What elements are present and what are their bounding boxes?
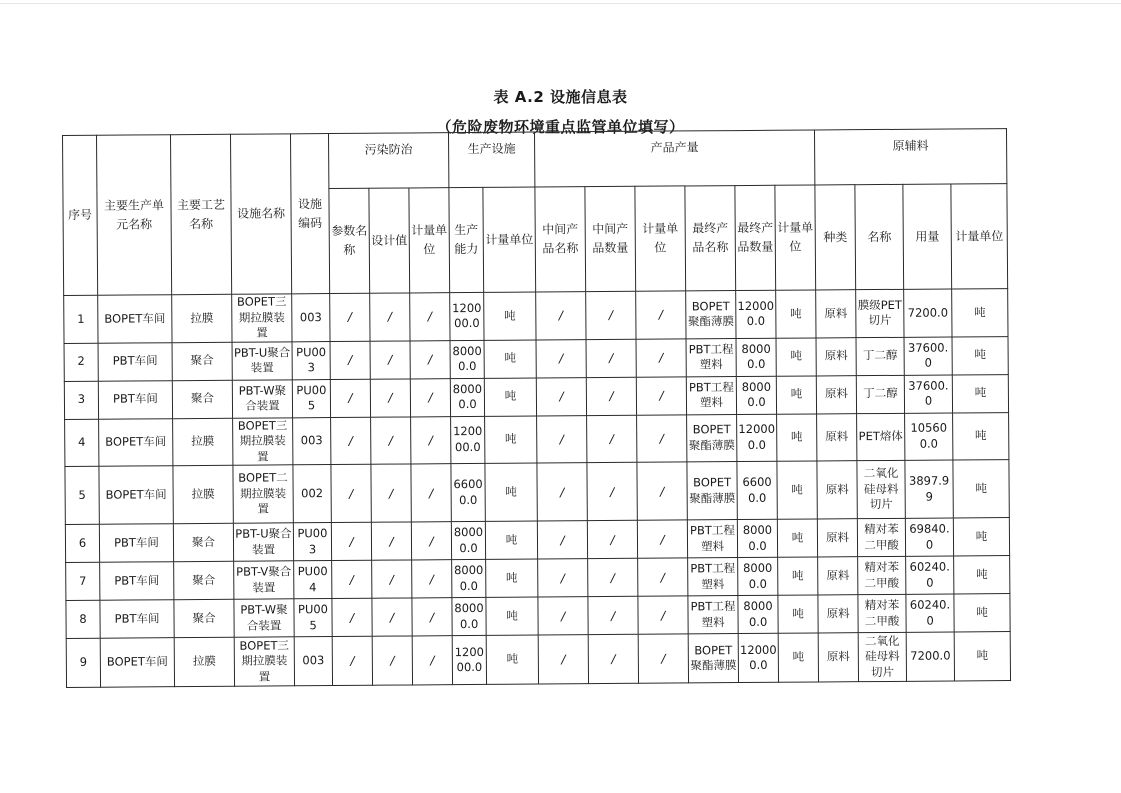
cell-final-qty: 120000.0 — [737, 414, 777, 462]
cell-kind: 原料 — [816, 375, 856, 413]
cell-final-qty: 66000.0 — [737, 461, 777, 519]
cell-inter-unit: / — [638, 596, 688, 634]
cell-usage: 7200.0 — [904, 289, 952, 337]
cell-final-unit: 吨 — [777, 414, 817, 462]
cell-inter-name: / — [537, 415, 587, 463]
cell-inter-name: / — [537, 463, 587, 521]
cell-mat-name: 精对苯二甲酸 — [858, 594, 906, 632]
cell-inter-qty: / — [587, 415, 637, 463]
table-row — [66, 632, 1010, 688]
cell-cap-unit: 吨 — [486, 635, 538, 684]
cell-final-name: PBT工程塑料 — [686, 338, 736, 376]
cell-param: / — [331, 464, 371, 522]
cell-cap-unit: 吨 — [485, 416, 537, 464]
cell-capacity: 120000.0 — [450, 292, 484, 340]
cell-cap-unit: 吨 — [485, 463, 537, 521]
cell-unit: PBT车间 — [99, 524, 173, 563]
document-subtitle: （危险废物环境重点监管单位填写） — [436, 118, 685, 136]
header-final-unit: 计量单位 — [775, 185, 816, 290]
cell-cap-unit: 吨 — [486, 597, 538, 635]
cell-param: / — [332, 560, 372, 598]
header-inter-name: 中间产品名称 — [535, 187, 586, 292]
cell-kind: 原料 — [816, 337, 856, 375]
cell-mat-name: 二氧化硅母料切片 — [858, 632, 906, 681]
header-code: 设施编码 — [290, 134, 329, 294]
cell-inter-name: / — [537, 521, 587, 559]
cell-kind: 原料 — [818, 633, 858, 682]
table-row — [65, 460, 1009, 525]
cell-final-unit: 吨 — [776, 290, 816, 338]
cell-param: / — [332, 636, 372, 685]
cell-process: 聚合 — [172, 380, 232, 418]
cell-usage: 60240.0 — [906, 556, 954, 594]
cell-final-qty: 80000.0 — [736, 376, 776, 414]
cell-poll-unit: / — [410, 340, 450, 378]
cell-usage: 105600.0 — [905, 413, 953, 461]
cell-final-unit: 吨 — [777, 461, 817, 519]
cell-inter-qty: / — [586, 339, 636, 377]
cell-usage: 7200.0 — [906, 632, 954, 681]
cell-final-qty: 80000.0 — [738, 595, 778, 633]
cell-cap-unit: 吨 — [486, 559, 538, 597]
header-kind: 种类 — [815, 185, 856, 290]
cell-cap-unit: 吨 — [484, 340, 536, 378]
cell-design: / — [372, 636, 412, 685]
cell-capacity: 80000.0 — [450, 340, 484, 378]
cell-facility: BOPET三期拉膜装置 — [234, 637, 294, 686]
cell-param: / — [330, 341, 370, 379]
cell-seq: 7 — [66, 562, 100, 600]
cell-usage: 37600.0 — [904, 375, 952, 413]
cell-inter-name: / — [538, 635, 588, 684]
cell-capacity: 80000.0 — [452, 559, 486, 597]
cell-capacity: 120000.0 — [451, 416, 485, 464]
header-mat-unit: 计量单位 — [951, 184, 1008, 289]
cell-kind: 原料 — [817, 519, 857, 557]
header-param: 参数名称 — [329, 188, 370, 293]
header-inter-qty: 中间产品数量 — [585, 186, 636, 291]
cell-seq: 4 — [65, 419, 99, 467]
cell-kind: 原料 — [818, 595, 858, 633]
header-poll-unit: 计量单位 — [409, 188, 450, 293]
cell-facility: BOPET三期拉膜装置 — [233, 417, 293, 465]
cell-mat-unit: 吨 — [953, 460, 1009, 518]
header-design: 设计值 — [369, 188, 410, 293]
cell-final-name: BOPET聚酯薄膜 — [686, 291, 736, 339]
cell-kind: 原料 — [818, 557, 858, 595]
cell-final-name: BOPET聚酯薄膜 — [687, 462, 737, 520]
cell-unit: BOPET车间 — [99, 418, 173, 466]
group-header-production: 生产设施 — [449, 132, 535, 188]
cell-inter-name: / — [536, 339, 586, 377]
group-header-material: 原辅料 — [815, 129, 1007, 185]
cell-inter-unit: / — [638, 634, 688, 683]
cell-final-name: PBT工程塑料 — [688, 596, 738, 634]
cell-final-qty: 80000.0 — [736, 338, 776, 376]
cell-process: 拉膜 — [174, 637, 234, 686]
header-cap-unit: 计量单位 — [483, 187, 536, 292]
facility-info-table — [62, 128, 1011, 688]
cell-inter-name: / — [538, 559, 588, 597]
cell-code: 003 — [293, 417, 331, 465]
cell-final-qty: 120000.0 — [738, 633, 778, 682]
cell-capacity: 80000.0 — [450, 378, 484, 416]
cell-usage: 60240.0 — [906, 594, 954, 632]
header-usage: 用量 — [903, 184, 952, 289]
cell-design: / — [370, 379, 410, 417]
cell-inter-qty: / — [586, 377, 636, 415]
cell-final-name: PBT工程塑料 — [687, 520, 737, 558]
cell-inter-qty: / — [586, 291, 636, 339]
cell-seq: 9 — [66, 638, 100, 687]
cell-final-unit: 吨 — [778, 595, 818, 633]
cell-process: 拉膜 — [173, 418, 233, 466]
cell-inter-unit: / — [637, 414, 687, 462]
cell-inter-qty: / — [587, 462, 637, 520]
cell-seq: 1 — [64, 295, 98, 343]
cell-mat-unit: 吨 — [954, 556, 1010, 594]
cell-design: / — [371, 416, 411, 464]
cell-seq: 3 — [64, 381, 98, 419]
cell-param: / — [330, 379, 370, 417]
cell-param: / — [332, 598, 372, 636]
cell-poll-unit: / — [411, 464, 451, 522]
cell-mat-name: PET熔体 — [857, 413, 905, 461]
cell-mat-unit: 吨 — [953, 518, 1009, 556]
cell-code: PU005 — [292, 379, 330, 417]
cell-final-unit: 吨 — [777, 519, 817, 557]
cell-code: PU003 — [292, 341, 330, 379]
cell-inter-unit: / — [637, 520, 687, 558]
cell-cap-unit: 吨 — [484, 378, 536, 416]
header-process: 主要工艺名称 — [171, 134, 232, 294]
cell-inter-name: / — [536, 292, 586, 340]
cell-unit: BOPET车间 — [98, 295, 172, 343]
cell-seq: 8 — [66, 600, 100, 638]
cell-unit: BOPET车间 — [99, 466, 173, 525]
header-facility: 设施名称 — [230, 134, 291, 294]
cell-poll-unit: / — [411, 416, 451, 464]
cell-final-qty: 120000.0 — [736, 290, 776, 338]
cell-facility: PBT-W聚合装置 — [232, 379, 292, 417]
cell-poll-unit: / — [411, 522, 451, 560]
cell-final-unit: 吨 — [776, 338, 816, 376]
cell-unit: PBT车间 — [100, 600, 174, 639]
cell-process: 聚合 — [172, 342, 232, 380]
cell-code: 003 — [292, 294, 330, 342]
cell-design: / — [370, 293, 410, 341]
cell-unit: PBT车间 — [100, 562, 174, 601]
cell-poll-unit: / — [412, 560, 452, 598]
cell-inter-qty: / — [588, 634, 638, 683]
cell-code: PU004 — [294, 561, 332, 599]
table-row — [64, 289, 1008, 343]
cell-param: / — [330, 293, 370, 341]
cell-inter-qty: / — [588, 558, 638, 596]
cell-final-unit: 吨 — [776, 376, 816, 414]
cell-inter-unit: / — [636, 376, 686, 414]
cell-seq: 5 — [65, 466, 99, 524]
cell-code: 002 — [293, 465, 331, 523]
cell-design: / — [372, 560, 412, 598]
cell-code: PU005 — [294, 599, 332, 637]
cell-kind: 原料 — [817, 413, 857, 461]
cell-param: / — [331, 417, 371, 465]
cell-inter-unit: / — [636, 291, 686, 339]
cell-process: 拉膜 — [173, 465, 233, 523]
cell-final-name: PBT工程塑料 — [686, 376, 736, 414]
cell-final-unit: 吨 — [778, 633, 818, 682]
cell-capacity: 120000.0 — [452, 635, 486, 684]
cell-final-qty: 80000.0 — [738, 557, 778, 595]
header-final-qty: 最终产品数量 — [735, 185, 776, 290]
cell-mat-name: 丁二醇 — [856, 337, 904, 375]
cell-seq: 6 — [65, 524, 99, 562]
group-header-product: 产品产量 — [535, 130, 815, 187]
group-header-pollution: 污染防治 — [328, 133, 448, 189]
cell-final-name: BOPET聚酯薄膜 — [687, 414, 737, 462]
scan-edge-line — [0, 3, 1121, 4]
cell-code: PU003 — [293, 523, 331, 561]
cell-poll-unit: / — [412, 598, 452, 636]
cell-process: 聚合 — [174, 561, 234, 599]
table-row — [65, 412, 1009, 466]
table-header — [63, 129, 1008, 296]
cell-final-unit: 吨 — [778, 557, 818, 595]
cell-facility: PBT-U聚合装置 — [233, 523, 293, 561]
cell-usage: 37600.0 — [904, 337, 952, 375]
cell-mat-name: 精对苯二甲酸 — [857, 518, 905, 556]
cell-inter-name: / — [538, 597, 588, 635]
cell-kind: 原料 — [817, 461, 857, 519]
cell-facility: PBT-U聚合装置 — [232, 341, 292, 379]
cell-poll-unit: / — [410, 378, 450, 416]
cell-poll-unit: / — [410, 293, 450, 341]
cell-mat-unit: 吨 — [952, 336, 1008, 374]
header-unit: 主要生产单元名称 — [97, 135, 172, 296]
cell-cap-unit: 吨 — [484, 292, 536, 340]
cell-design: / — [371, 522, 411, 560]
cell-facility: BOPET二期拉膜装置 — [233, 465, 293, 523]
cell-inter-qty: / — [587, 520, 637, 558]
cell-kind: 原料 — [816, 290, 856, 338]
cell-capacity: 66000.0 — [451, 464, 485, 522]
cell-mat-unit: 吨 — [953, 412, 1009, 460]
cell-design: / — [370, 341, 410, 379]
cell-mat-unit: 吨 — [952, 374, 1008, 412]
header-inter-unit: 计量单位 — [635, 186, 686, 291]
cell-mat-unit: 吨 — [952, 289, 1008, 337]
cell-param: / — [331, 522, 371, 560]
header-capacity: 生产能力 — [449, 187, 484, 292]
cell-inter-name: / — [536, 377, 586, 415]
cell-facility: PBT-V聚合装置 — [234, 561, 294, 599]
cell-inter-unit: / — [638, 558, 688, 596]
cell-unit: PBT车间 — [98, 380, 172, 419]
cell-facility: PBT-W聚合装置 — [234, 599, 294, 637]
header-final-name: 最终产品名称 — [685, 186, 736, 291]
cell-mat-name: 丁二醇 — [856, 375, 904, 413]
cell-unit: PBT车间 — [98, 342, 172, 381]
cell-design: / — [371, 464, 411, 522]
cell-mat-unit: 吨 — [954, 632, 1010, 681]
cell-facility: BOPET三期拉膜装置 — [232, 294, 292, 342]
cell-code: 003 — [294, 637, 332, 686]
cell-poll-unit: / — [412, 636, 452, 685]
header-seq: 序号 — [63, 135, 98, 295]
document-title: 表 A.2 设施信息表 — [493, 88, 628, 106]
cell-design: / — [372, 598, 412, 636]
cell-process: 聚合 — [174, 599, 234, 637]
cell-inter-unit: / — [636, 338, 686, 376]
cell-seq: 2 — [64, 343, 98, 381]
cell-process: 拉膜 — [172, 294, 232, 342]
cell-mat-name: 膜级PET切片 — [856, 289, 904, 337]
cell-capacity: 80000.0 — [451, 522, 485, 560]
cell-final-name: PBT工程塑料 — [688, 558, 738, 596]
cell-inter-qty: / — [588, 596, 638, 634]
cell-mat-name: 精对苯二甲酸 — [858, 556, 906, 594]
cell-capacity: 80000.0 — [452, 597, 486, 635]
cell-mat-name: 二氧化硅母料切片 — [857, 460, 905, 518]
cell-final-qty: 80000.0 — [737, 519, 777, 557]
cell-mat-unit: 吨 — [954, 594, 1010, 632]
table-body — [64, 289, 1011, 688]
header-mat-name: 名称 — [855, 184, 904, 289]
cell-inter-unit: / — [637, 462, 687, 520]
cell-unit: BOPET车间 — [100, 638, 174, 688]
cell-usage: 3897.99 — [905, 460, 953, 518]
cell-final-name: BOPET聚酯薄膜 — [688, 634, 738, 683]
cell-process: 聚合 — [173, 523, 233, 561]
cell-cap-unit: 吨 — [485, 521, 537, 559]
cell-usage: 69840.0 — [905, 518, 953, 556]
